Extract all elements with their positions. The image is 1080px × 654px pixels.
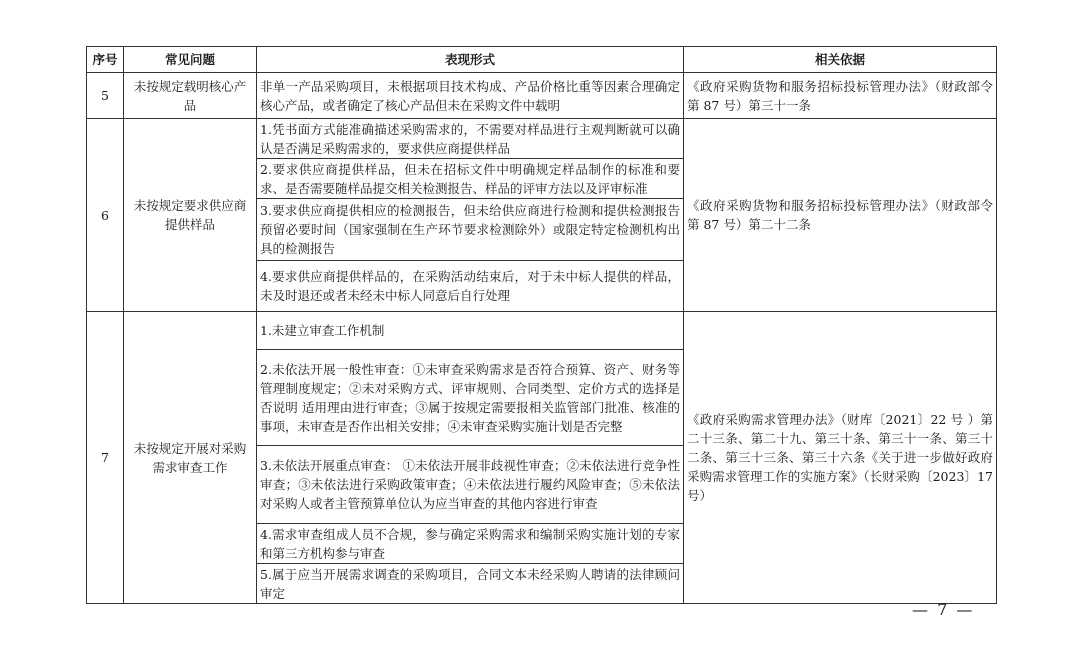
header-form: 表现形式 xyxy=(257,47,684,73)
header-basis: 相关依据 xyxy=(684,47,997,73)
form-cell: 2.要求供应商提供样品，但未在招标文件中明确规定样品制作的标准和要求、是否需要随样品提交相关检测报告、样品的评审方法以及评审标准 xyxy=(257,159,684,199)
row-number: 7 xyxy=(87,312,124,604)
form-cell: 3.要求供应商提供相应的检测报告，但未给供应商进行检测和提供检测报告预留必要时间（国家强制在生产环节要求检测除外）或限定特定检测机构出具的检测报告 xyxy=(257,199,684,261)
regulation-table xyxy=(86,46,997,604)
page-number: — 7 — xyxy=(912,600,975,619)
issue-cell: 未按规定要求供应商提供样品 xyxy=(124,119,257,312)
form-cell: 非单一产品采购项目，未根据项目技术构成、产品价格比重等因素合理确定核心产品，或者确定了核心产品但未在采购文件中载明 xyxy=(257,73,684,119)
form-cell: 3.未依法开展重点审查： ①未依法开展非歧视性审查；②未依法进行竞争性审查；③未依法进行采购政策审查；④未依法进行履约风险审查；⑤未依法对采购人或者主管预算单位认为应当审查的其他内容进行审查 xyxy=(257,446,684,524)
form-cell: 4.要求供应商提供样品的，在采购活动结束后，对于未中标人提供的样品，未及时退还或者未经未中标人同意后自行处理 xyxy=(257,261,684,312)
form-cell: 5.属于应当开展需求调查的采购项目，合同文本未经采购人聘请的法律顾问审定 xyxy=(257,564,684,604)
header-issue: 常见问题 xyxy=(124,47,257,73)
basis-cell: 《政府采购需求管理办法》（财库〔2021〕22 号 ）第二十三条、第二十九、第三十条、第三十一条、第三十二条、第三十三条、第三十六条《关于进一步做好政府采购需求管理工作的实施方案》（长财采购〔2023〕17 号） xyxy=(684,312,997,604)
table-header-row xyxy=(87,47,997,73)
header-no: 序号 xyxy=(87,47,124,73)
table-row xyxy=(87,312,997,350)
row-number: 5 xyxy=(87,73,124,119)
form-cell: 4.需求审查组成人员不合规，参与确定采购需求和编制采购实施计划的专家和第三方机构参与审查 xyxy=(257,524,684,564)
basis-cell: 《政府采购货物和服务招标投标管理办法》（财政部令第 87 号）第三十一条 xyxy=(684,73,997,119)
form-cell: 1.未建立审查工作机制 xyxy=(257,312,684,350)
issue-cell: 未按规定载明核心产品 xyxy=(124,73,257,119)
form-cell: 2.未依法开展一般性审查：①未审查采购需求是否符合预算、资产、财务等管理制度规定；②未对采购方式、评审规则、合同类型、定价方式的选择是否说明 适用理由进行审查；③属于按规定需要报相关监管部门批准、核准的事项，未审查是否作出相关安排；④未审查采购实施计划是否完整 xyxy=(257,350,684,446)
table-row xyxy=(87,119,997,159)
form-cell: 1.凭书面方式能准确描述采购需求的，不需要对样品进行主观判断就可以确认是否满足采购需求的，要求供应商提供样品 xyxy=(257,119,684,159)
row-number: 6 xyxy=(87,119,124,312)
issue-cell: 未按规定开展对采购需求审查工作 xyxy=(124,312,257,604)
table-row xyxy=(87,73,997,119)
basis-cell: 《政府采购货物和服务招标投标管理办法》（财政部令第 87 号）第二十二条 xyxy=(684,119,997,312)
